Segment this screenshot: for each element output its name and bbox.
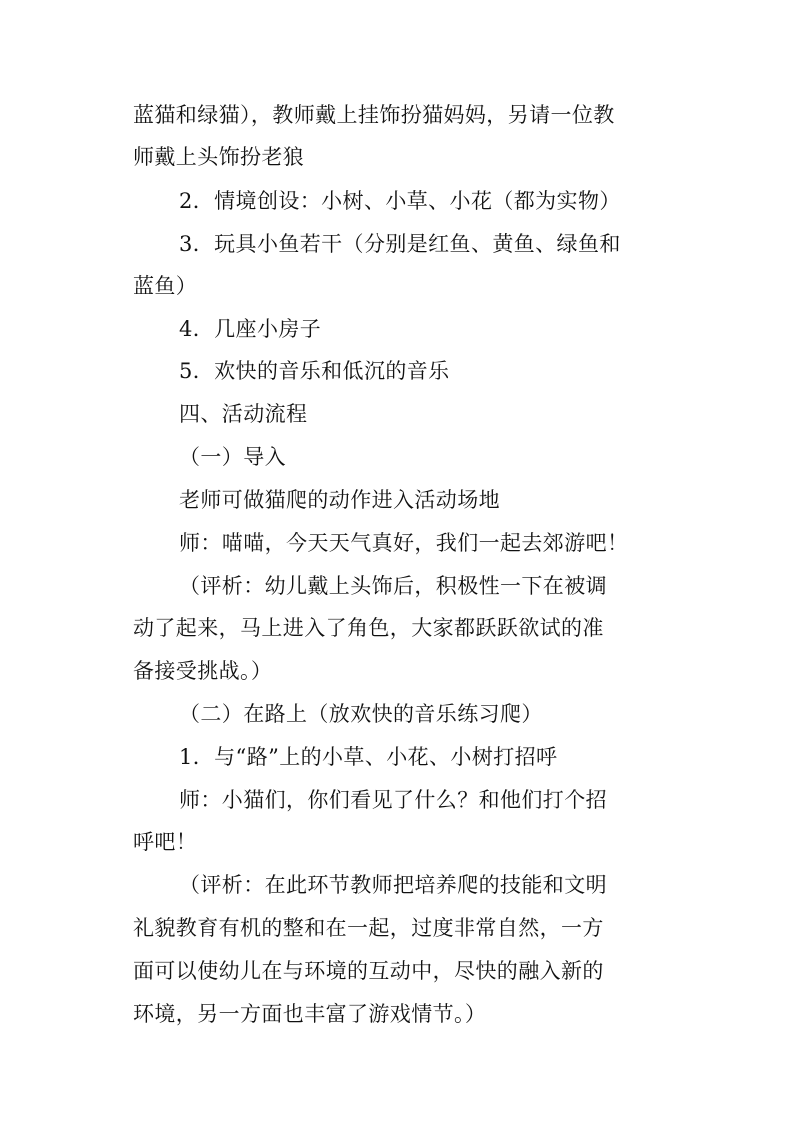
text-line: （评析：幼儿戴上头饰后，积极性一下在被调 [179,574,607,598]
text-line: 师：小猫们，你们看见了什么？和他们打个招 [179,788,607,812]
subsection-heading: （二）在路上（放欢快的音乐练习爬） [179,702,543,726]
subsection-heading: （一）导入 [179,445,286,469]
text-line: 呼吧！ [133,830,198,854]
text-line: 5．欢快的音乐和低沉的音乐 [179,359,450,383]
text-line: 3．玩具小鱼若干（分别是红鱼、黄鱼、绿鱼和 [179,232,621,256]
section-heading: 四、活动流程 [179,402,308,426]
text-line: 环境，另一方面也丰富了游戏情节。） [133,1002,487,1026]
text-line: 1．与“路”上的小草、小花、小树打招呼 [179,745,558,769]
text-line: 4．几座小房子 [179,317,322,341]
text-line: 师戴上头饰扮老狼 [133,145,305,169]
text-line: 蓝鱼） [133,274,198,298]
text-line: 动了起来，马上进入了角色，大家都跃跃欲试的准 [133,616,604,640]
text-line: 2．情境创设：小树、小草、小花（都为实物） [179,189,621,213]
text-line: 礼貌教育有机的整和在一起，过度非常自然，一方 [133,916,604,940]
text-line: 备接受挑战。） [133,659,273,683]
text-line: 老师可做猫爬的动作进入活动场地 [179,488,500,512]
text-line: 蓝猫和绿猫），教师戴上挂饰扮猫妈妈，另请一位教 [133,103,615,127]
text-line: 师：喵喵，今天天气真好，我们一起去郊游吧！ [179,531,629,555]
text-line: （评析：在此环节教师把培养爬的技能和文明 [179,873,607,897]
text-line: 面可以使幼儿在与环境的互动中，尽快的融入新的 [133,959,604,983]
